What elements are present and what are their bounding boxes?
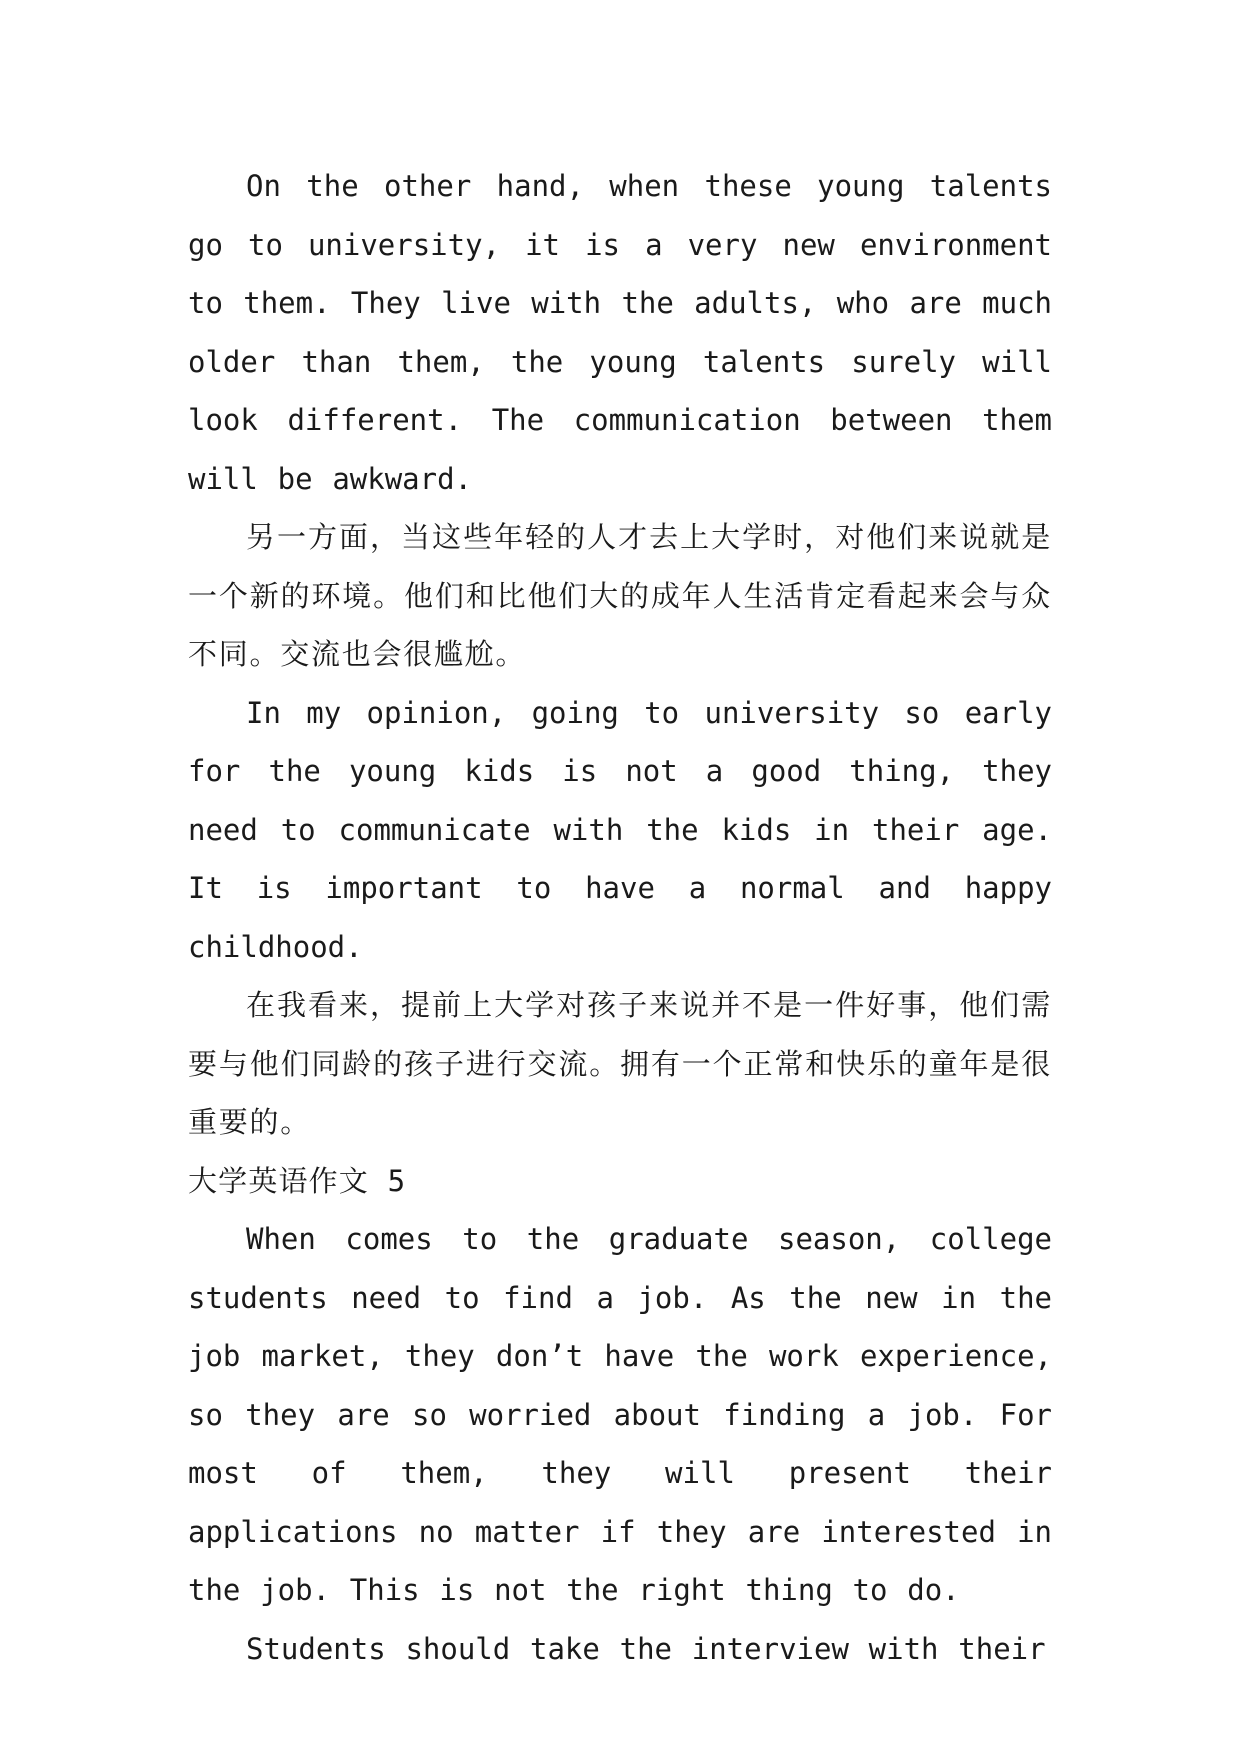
- paragraph-en-2: In my opinion, going to university so early for the young kids is not a good thing, they need to communicate with the kids in their age. It is important to have a normal and happy childhood.: [188, 695, 1052, 964]
- paragraph-zh-2: 在我看来，提前上大学对孩子来说并不是一件好事，他们需要与他们同龄的孩子进行交流。拥有一个正常和快乐的童年是很重要的。: [188, 988, 1052, 1139]
- section-heading: 大学英语作文 5: [188, 1163, 407, 1198]
- paragraph-en-4: Students should take the interview with their: [246, 1631, 1046, 1666]
- paragraph-zh-1: 另一方面，当这些年轻的人才去上大学时，对他们来说就是一个新的环境。他们和比他们大的成年人生活肯定看起来会与众不同。交流也会很尴尬。: [188, 520, 1052, 671]
- paragraph-en-3: When comes to the graduate season, college students need to find a job. As the new in the job market, they don’t have the work experience, so they are so worried about finding a job. For most of them, they will present their applications no matter if they are interested in the job. This is not the right thing to do.: [188, 1222, 1052, 1607]
- paragraph-en-1: On the other hand, when these young talents go to university, it is a very new environment to them. They live with the adults, who are much older than them, the young talents surely will look different. The communication between them will be awkward.: [188, 169, 1052, 496]
- document-page: [188, 157, 1052, 1678]
